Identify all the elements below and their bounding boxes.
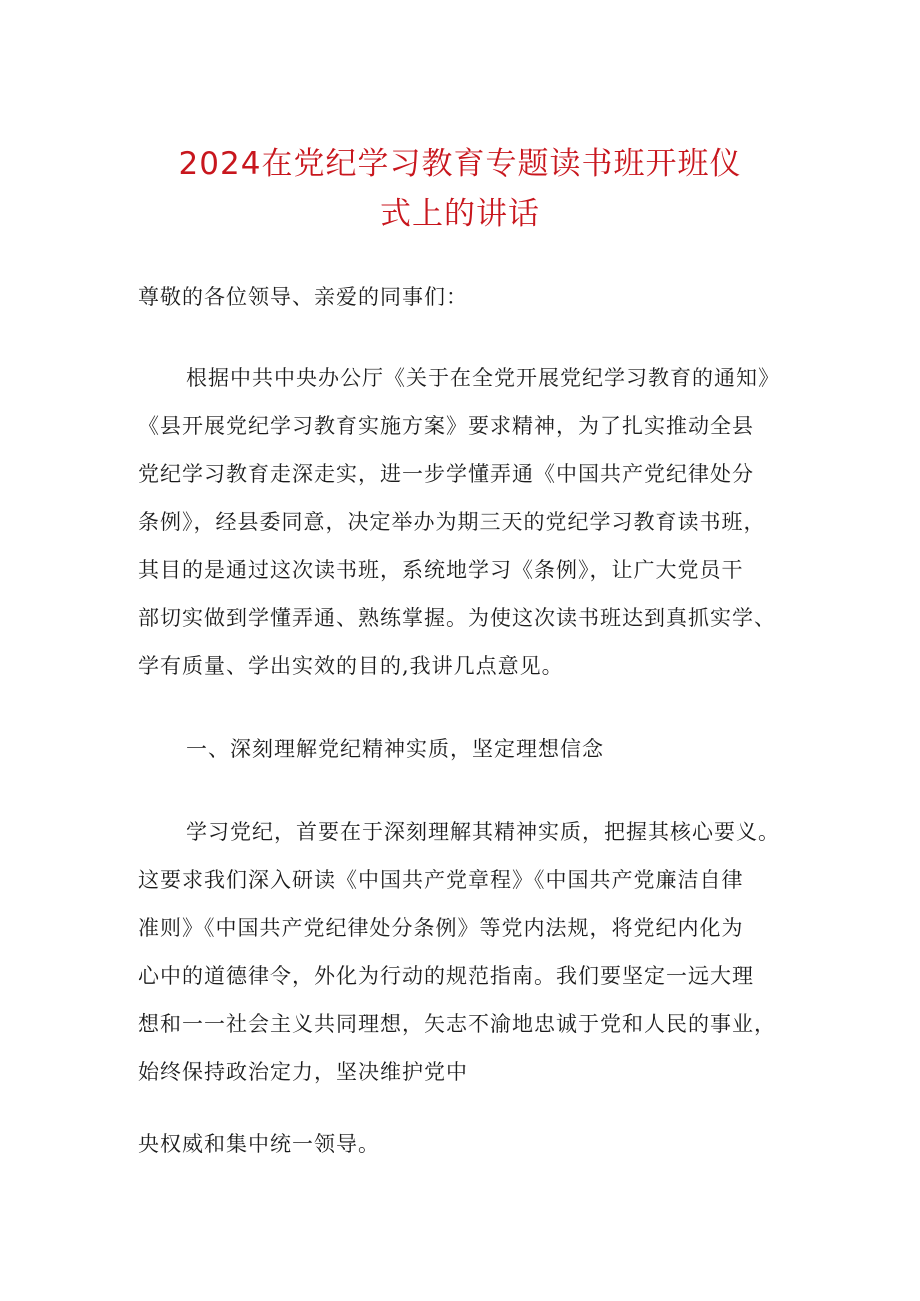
- paragraph-1-line-2: 《县开展党纪学习教育实施方案》要求精神，为了扎实推动全县: [138, 414, 754, 438]
- paragraph-1-line-4: 条例》，经县委同意，决定举办为期三天的党纪学习教育读书班，: [138, 510, 766, 534]
- paragraph-2-line-1: 学习党纪，首要在于深刻理解其精神实质，把握其核心要义。: [186, 820, 780, 844]
- document-title-line-1: 2024在党纪学习教育专题读书班开班仪: [178, 146, 742, 182]
- paragraph-2-line-5: 想和一一社会主义共同理想，矢志不渝地忠诚于党和人民的事业，: [138, 1012, 776, 1036]
- section-1-heading: 一、深刻理解党纪精神实质，坚定理想信念: [186, 737, 604, 761]
- paragraph-1-line-6: 部切实做到学懂弄通、熟练掌握。为使这次读书班达到真抓实学、: [138, 606, 776, 630]
- paragraph-1-line-7: 学有质量、学出实效的目的,我讲几点意见。: [138, 654, 564, 678]
- document-title-line-2: 式上的讲话: [380, 196, 540, 232]
- paragraph-2-continuation: 央权威和集中统一领导。: [138, 1132, 380, 1156]
- salutation: 尊敬的各位领导、亲爱的同事们：: [138, 285, 468, 309]
- paragraph-1-line-3: 党纪学习教育走深走实，进一步学懂弄通《中国共产党纪律处分: [138, 462, 754, 486]
- paragraph-2-line-6: 始终保持政治定力，坚决维护党中: [138, 1060, 468, 1084]
- paragraph-2-line-4: 心中的道德律令，外化为行动的规范指南。我们要坚定一远大理: [138, 964, 754, 988]
- paragraph-2-line-2: 这要求我们深入研读《中国共产党章程》《中国共产党廉洁自律: [138, 868, 744, 892]
- paragraph-2-line-3: 准则》《中国共产党纪律处分条例》等党内法规，将党纪内化为: [138, 916, 744, 940]
- paragraph-1-line-1: 根据中共中央办公厅《关于在全党开展党纪学习教育的通知》: [186, 366, 780, 390]
- paragraph-1-line-5: 其目的是通过这次读书班，系统地学习《条例》，让广大党员干: [138, 558, 744, 582]
